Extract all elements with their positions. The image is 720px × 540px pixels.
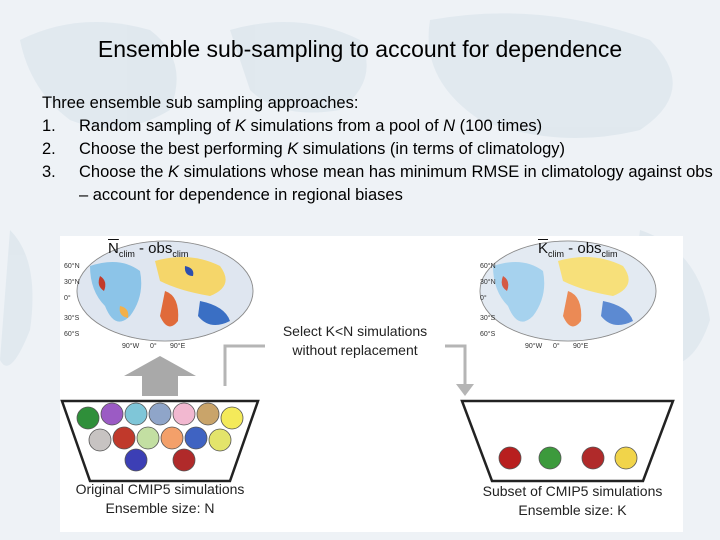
list-item [42,138,719,161]
tick-label: 0° [150,343,157,350]
simulation-ball [125,449,147,471]
select-arrow-head [456,384,474,396]
simulation-ball [149,403,171,425]
simulation-ball [173,449,195,471]
simulation-ball [221,407,243,429]
simulation-ball [77,407,99,429]
simulation-ball [499,447,521,469]
simulation-ball [539,447,561,469]
simulation-ball [173,403,195,425]
tick-label: 60°N [480,263,496,270]
simulation-ball [209,429,231,451]
left-map-title: $\overline{N}_{clim} - obs_{clim}$ [108,240,189,259]
arrow-label: Select K<N simulations without replacement [265,322,445,360]
list-number: 1. [42,117,56,135]
subsampling-figure [60,236,683,532]
slide-title: Ensemble sub-sampling to account for dependence [97,36,623,62]
right-caption: Subset of CMIP5 simulations Ensemble size: K [482,483,663,518]
tick-label: 30°N [64,279,80,286]
left-caption: Original CMIP5 simulations Ensemble size: N [75,481,245,516]
approach-list [42,115,719,207]
tick-label: 60°S [64,331,80,338]
tick-label: 60°S [480,331,496,338]
list-item [42,115,719,138]
tick-label: 0° [480,295,487,302]
simulation-ball [125,403,147,425]
list-number: 2. [42,140,56,158]
simulation-ball [185,427,207,449]
simulation-ball [89,429,111,451]
tick-label: 90°E [573,343,589,350]
simulation-ball [113,427,135,449]
simulation-ball [582,447,604,469]
tick-label: 90°W [122,343,140,350]
list-text: Choose the K simulations whose mean has minimum RMSE in climatology against obs – account for dependence in regional biases [79,163,713,204]
simulation-ball [101,403,123,425]
list-text: Choose the best performing K simulations (in terms of climatology) [79,140,566,158]
simulation-ball [137,427,159,449]
right-map-title: $\overline{K}_{clim} - obs_{clim}$ [538,240,618,259]
simulation-ball [615,447,637,469]
simulation-ball [161,427,183,449]
tick-label: 0° [553,343,560,350]
right-bowl [462,401,673,481]
tick-label: 0° [64,295,71,302]
tick-label: 90°W [525,343,543,350]
list-text: Random sampling of K simulations from a pool of N (100 times) [79,117,543,135]
tick-label: 30°S [64,315,80,322]
simulation-ball [197,403,219,425]
list-item [42,161,719,207]
tick-label: 60°N [64,263,80,270]
up-arrow [124,356,196,396]
list-number: 3. [42,163,56,181]
intro-text: Three ensemble sub sampling approaches: [42,94,359,112]
tick-label: 90°E [170,343,186,350]
tick-label: 30°N [480,279,496,286]
tick-label: 30°S [480,315,496,322]
